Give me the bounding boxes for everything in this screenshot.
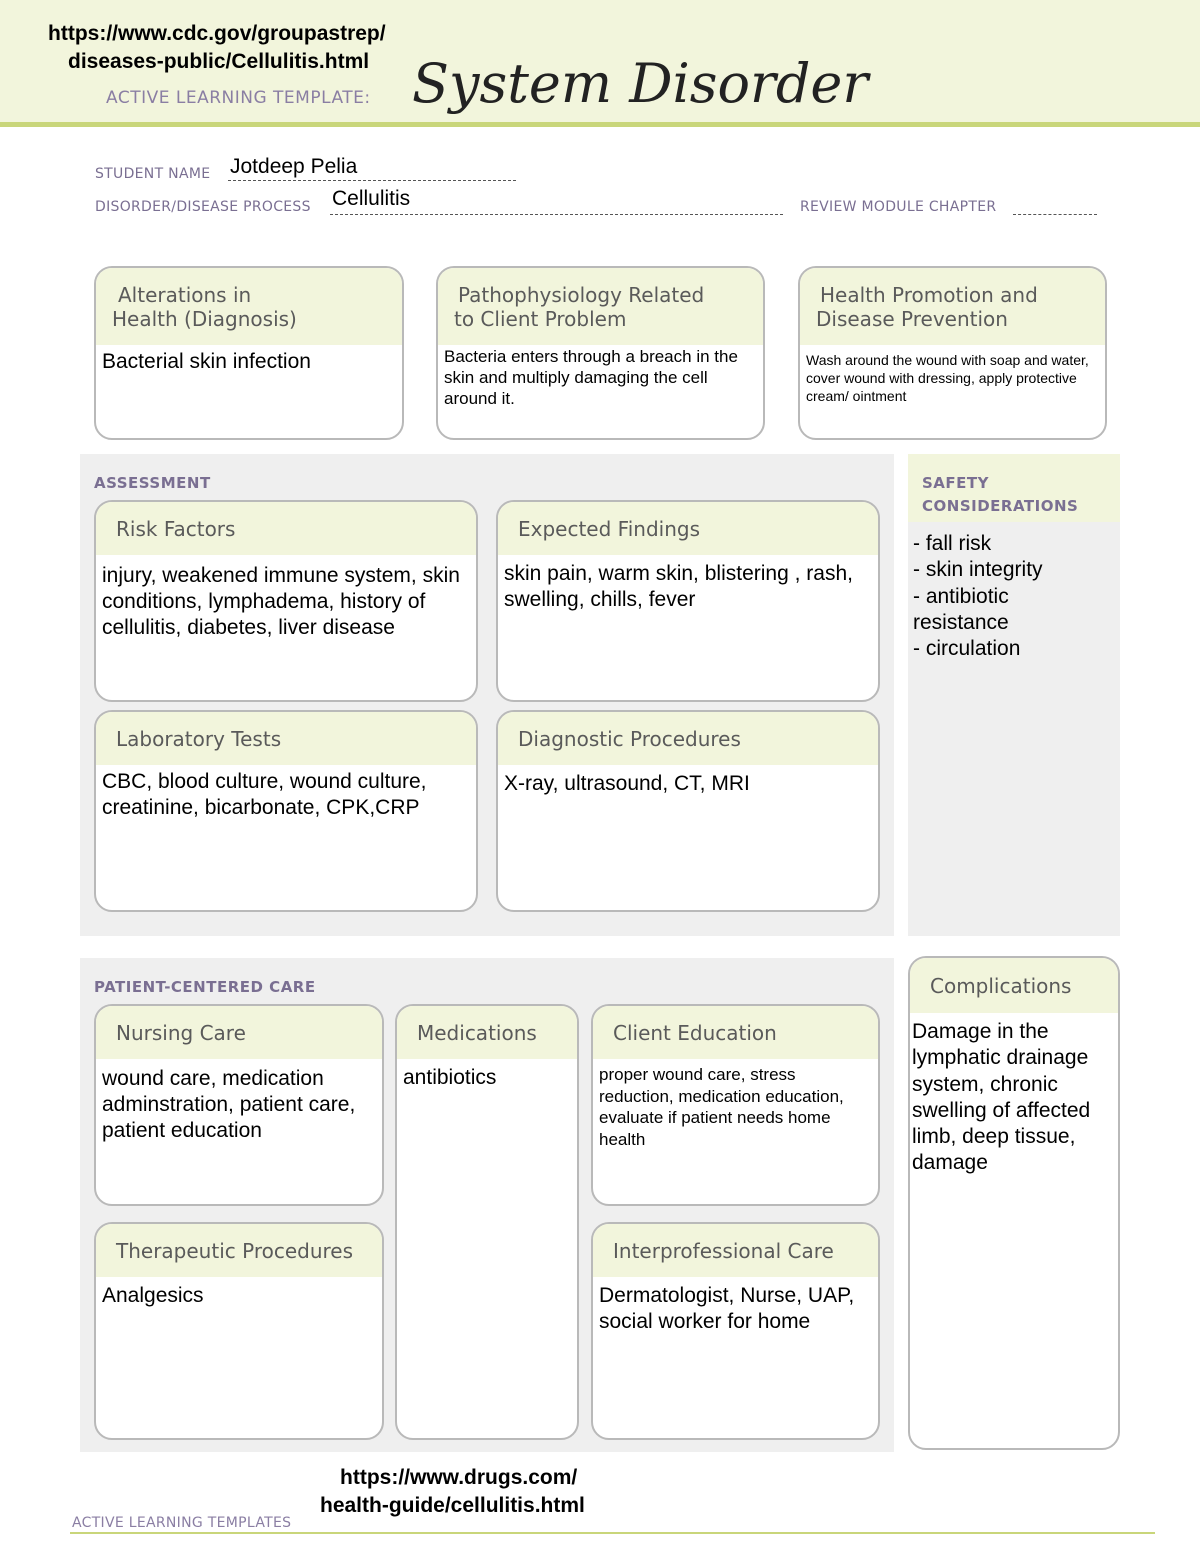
expected-findings-content: skin pain, warm skin, blistering , rash, swelling, chills, fever (504, 562, 853, 611)
student-name-value: Jotdeep Pelia (230, 155, 358, 178)
diagnostic-procedures-content: X-ray, ultrasound, CT, MRI (504, 772, 750, 795)
complications-content: Damage in the lymphatic drainage system, chronic swelling of affected limb, deep tissue, damage (912, 1020, 1091, 1175)
safety-list (913, 531, 1118, 662)
pathophysiology-box (436, 266, 765, 440)
source-url-line2: diseases-public/Cellulitis.html (68, 50, 370, 73)
medications-title: Medications (397, 1006, 577, 1059)
review-module-field[interactable] (1013, 199, 1097, 215)
nursing-care-content: wound care, medication adminstration, patient care, patient education (102, 1067, 356, 1142)
health-promotion-title-line1: Health Promotion and (820, 282, 1038, 307)
header-divider (0, 122, 1200, 127)
safety-panel (908, 454, 1120, 936)
nursing-care-title: Nursing Care (96, 1006, 382, 1059)
page-title: System Disorder (412, 52, 869, 115)
expected-findings-box (496, 500, 880, 702)
health-promotion-title-line2: Disease Prevention (816, 306, 1008, 331)
alterations-title-line2: Health (Diagnosis) (112, 306, 297, 331)
health-promotion-content: Wash around the wound with soap and water, cover wound with dressing, apply protective cream/ ointment (806, 352, 1089, 404)
drugs-url-line1: https://www.drugs.com/ (340, 1466, 578, 1489)
therapeutic-procedures-box (94, 1222, 384, 1440)
alterations-title-line1: Alterations in (118, 282, 252, 307)
complications-title: Complications (910, 958, 1118, 1013)
complications-box (908, 956, 1120, 1450)
pathophysiology-content: Bacteria enters through a breach in the skin and multiply damaging the cell around it. (444, 347, 738, 408)
therapeutic-procedures-content: Analgesics (102, 1284, 204, 1307)
safety-item: - fall risk (913, 532, 992, 555)
disorder-field[interactable] (330, 187, 783, 215)
diagnostic-procedures-box (496, 710, 880, 912)
safety-header (908, 454, 1120, 522)
client-education-title: Client Education (593, 1006, 878, 1059)
safety-item: - skin integrity (913, 558, 1043, 582)
disorder-value: Cellulitis (332, 187, 411, 210)
patient-centered-care-section-title: PATIENT-CENTERED CARE (94, 978, 316, 996)
safety-item: - antibiotic (913, 584, 1009, 608)
safety-item: - circulation (913, 637, 1021, 661)
therapeutic-procedures-title: Therapeutic Procedures (96, 1224, 382, 1277)
nursing-care-box (94, 1004, 384, 1206)
alterations-box (94, 266, 404, 440)
diagnostic-procedures-title: Diagnostic Procedures (498, 712, 878, 765)
medications-content: antibiotics (403, 1066, 497, 1089)
footer-label: ACTIVE LEARNING TEMPLATES (72, 1515, 292, 1531)
footer-divider (70, 1532, 1155, 1534)
review-module-label: REVIEW MODULE CHAPTER (800, 199, 997, 215)
expected-findings-title: Expected Findings (498, 502, 878, 555)
laboratory-tests-box (94, 710, 478, 912)
risk-factors-box (94, 500, 478, 702)
disorder-label: DISORDER/DISEASE PROCESS (95, 199, 311, 215)
safety-item: resistance (913, 610, 1009, 634)
alterations-content: Bacterial skin infection (102, 350, 311, 373)
student-name-label: STUDENT NAME (95, 166, 211, 182)
safety-title-line2: CONSIDERATIONS (922, 497, 1079, 515)
medications-box (395, 1004, 579, 1440)
drugs-url-line2: health-guide/cellulitis.html (320, 1494, 585, 1517)
template-label: ACTIVE LEARNING TEMPLATE: (106, 88, 371, 108)
assessment-section-title: ASSESSMENT (94, 474, 211, 492)
laboratory-tests-title: Laboratory Tests (96, 712, 476, 765)
risk-factors-content: injury, weakened immune system, skin conditions, lymphadema, history of cellulitis, diabetes, liver disease (102, 564, 460, 639)
health-promotion-box (798, 266, 1107, 440)
student-name-field[interactable] (228, 155, 516, 181)
client-education-content: proper wound care, stress reduction, medication education, evaluate if patient needs home health (599, 1065, 844, 1149)
interprofessional-care-content: Dermatologist, Nurse, UAP, social worker for home (599, 1284, 855, 1333)
source-url-line1: https://www.cdc.gov/groupastrep/ (48, 22, 386, 45)
interprofessional-care-title: Interprofessional Care (593, 1224, 878, 1277)
pathophysiology-title-line1: Pathophysiology Related (458, 282, 705, 307)
safety-title-line1: SAFETY (922, 474, 989, 492)
risk-factors-title: Risk Factors (96, 502, 476, 555)
client-education-box (591, 1004, 880, 1206)
pathophysiology-title-line2: to Client Problem (454, 306, 627, 331)
laboratory-tests-content: CBC, blood culture, wound culture, creatinine, bicarbonate, CPK,CRP (102, 770, 427, 819)
interprofessional-care-box (591, 1222, 880, 1440)
